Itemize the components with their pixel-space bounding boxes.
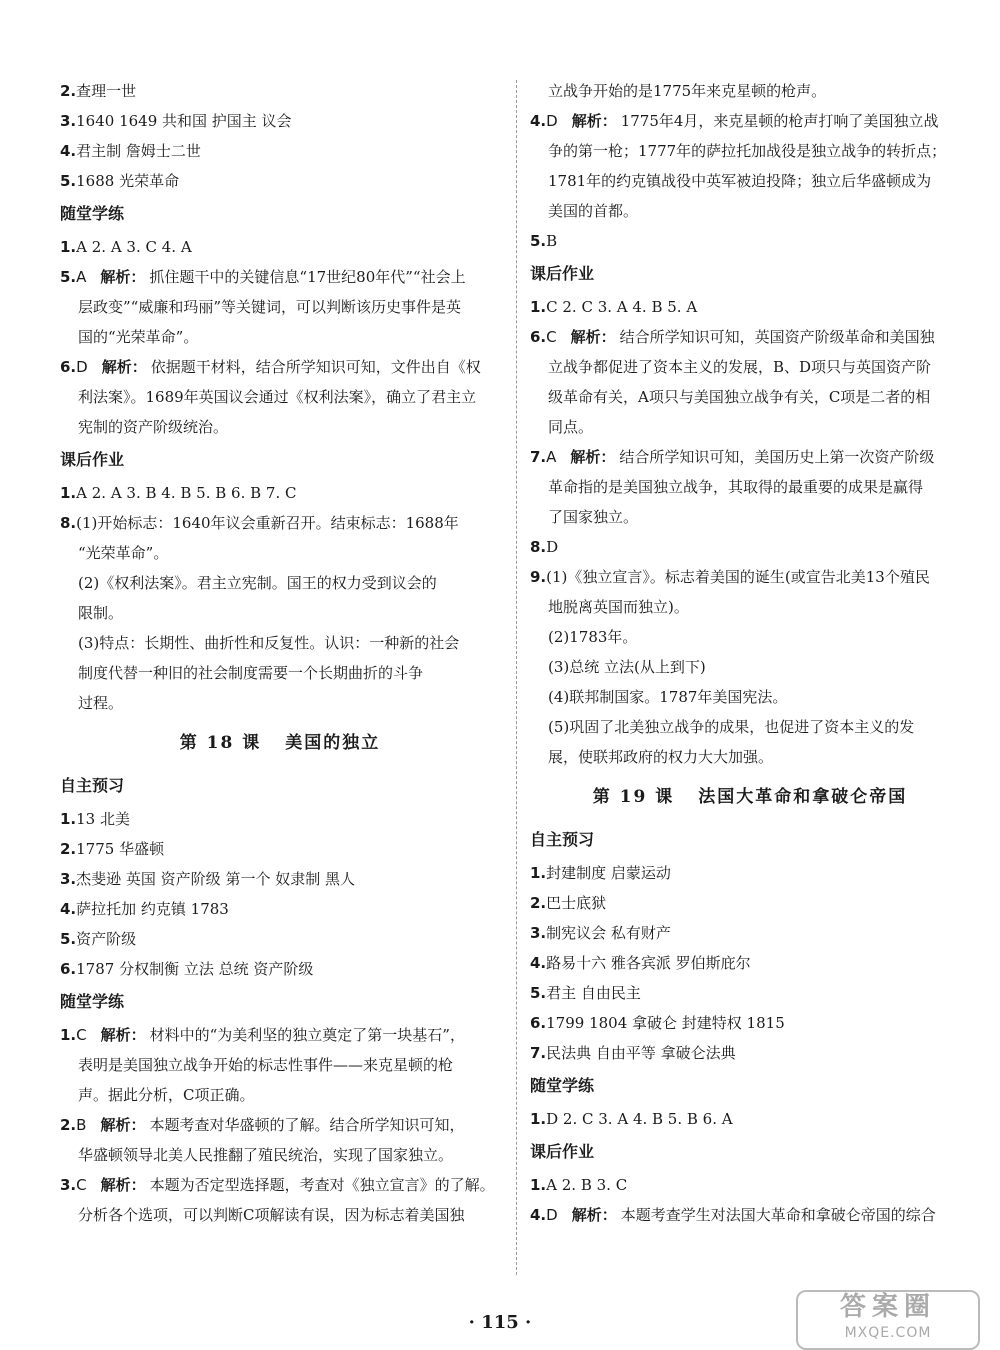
answer-item xyxy=(60,894,500,924)
answer-letter: A xyxy=(76,268,87,286)
item-text: 本题考查学生对法国大革命和拿破仑帝国的综合 xyxy=(620,1206,936,1224)
answer-continuation: 了国家独立。 xyxy=(548,508,639,526)
answer-continuation: 美国的首都。 xyxy=(548,202,639,220)
answer-item xyxy=(530,948,970,978)
section-heading: 课后作业 xyxy=(60,450,125,469)
item-text: A 2. A 3. B 4. B 5. B 6. B 7. C xyxy=(76,484,297,502)
item-text: (1)开始标志：1640年议会重新召开。结束标志：1688年 xyxy=(76,514,459,532)
item-text: 君主 自由民主 xyxy=(546,984,641,1002)
answer-item xyxy=(530,106,970,136)
analysis-label: 解析： xyxy=(100,268,146,286)
right-column xyxy=(530,76,970,1230)
item-text: 1640 1649 共和国 护国主 议会 xyxy=(76,112,292,130)
answer-continuation: 分析各个选项，可以判断C项解读有误，因为标志着美国独 xyxy=(78,1206,465,1224)
answer-item xyxy=(530,888,970,918)
answer-letter: D xyxy=(546,112,558,130)
lesson-name: 法国大革命和拿破仑帝国 xyxy=(698,787,908,807)
answer-item xyxy=(60,924,500,954)
lesson-title xyxy=(530,772,970,822)
analysis-label: 解析： xyxy=(570,328,616,346)
item-number: 4. xyxy=(530,112,547,130)
item-number: 2. xyxy=(60,82,77,100)
item-number: 4. xyxy=(60,900,77,918)
answer-item xyxy=(60,166,500,196)
answer-letter: C xyxy=(76,1026,87,1044)
item-number: 4. xyxy=(60,142,77,160)
answer-continuation: 层政变”“威廉和玛丽”等关键词，可以判断该历史事件是英 xyxy=(78,298,462,316)
answer-item xyxy=(530,562,970,592)
answer-item xyxy=(530,322,970,352)
answer-item xyxy=(530,1104,970,1134)
section-heading: 课后作业 xyxy=(530,264,595,283)
answer-continuation: 同点。 xyxy=(548,418,594,436)
answer-continuation: 革命指的是美国独立战争，其取得的最重要的成果是赢得 xyxy=(548,478,924,496)
item-number: 1. xyxy=(60,810,77,828)
answer-continuation: 制度代替一种旧的社会制度需要一个长期曲折的斗争 xyxy=(78,664,424,682)
item-text: 查理一世 xyxy=(76,82,137,100)
answer-item xyxy=(530,1200,970,1230)
left-column xyxy=(60,76,500,1230)
answer-item xyxy=(530,1008,970,1038)
item-number: 2. xyxy=(530,894,547,912)
answer-item xyxy=(530,1170,970,1200)
item-text: (1)《独立宣言》。标志着美国的诞生(或宣告北美13个殖民 xyxy=(546,568,930,586)
answer-continuation: (2)1783年。 xyxy=(548,628,638,646)
answer-continuation: 华盛顿领导北美人民推翻了殖民统治，实现了国家独立。 xyxy=(78,1146,454,1164)
analysis-label: 解析： xyxy=(571,112,617,130)
item-text: 1787 分权制衡 立法 总统 资产阶级 xyxy=(76,960,314,978)
answer-item xyxy=(60,262,500,292)
answer-continuation: (3)总统 立法(从上到下) xyxy=(548,658,706,676)
item-number: 5. xyxy=(60,268,77,286)
item-number: 4. xyxy=(530,1206,547,1224)
item-text: 1799 1804 拿破仑 封建特权 1815 xyxy=(546,1014,785,1032)
item-text: D xyxy=(546,538,559,556)
answer-continuation: (2)《权利法案》。君主立宪制。国王的权力受到议会的 xyxy=(78,574,437,592)
answer-continuation: “光荣革命”。 xyxy=(78,544,169,562)
answer-continuation: (5)巩固了北美独立战争的成果，也促进了资本主义的发 xyxy=(548,718,915,736)
answer-item xyxy=(60,508,500,538)
watermark-logo-text: 答案圈 xyxy=(839,1292,936,1322)
answer-item xyxy=(60,1110,500,1140)
item-number: 1. xyxy=(60,1026,77,1044)
answer-item xyxy=(60,1170,500,1200)
answer-item xyxy=(60,478,500,508)
lesson-name: 美国的独立 xyxy=(285,733,381,753)
answer-continuation: 过程。 xyxy=(78,694,124,712)
item-text: 资产阶级 xyxy=(76,930,137,948)
item-number: 8. xyxy=(530,538,547,556)
analysis-label: 解析： xyxy=(570,448,616,466)
item-number: 6. xyxy=(60,358,77,376)
item-number: 5. xyxy=(60,172,77,190)
item-text: 材料中的“为美利坚的独立奠定了第一块基石”， xyxy=(149,1026,465,1044)
item-text: 杰斐逊 英国 资产阶级 第一个 奴隶制 黑人 xyxy=(76,870,355,888)
lesson-title xyxy=(60,718,500,768)
item-number: 7. xyxy=(530,448,547,466)
answer-item xyxy=(530,858,970,888)
answer-letter: C xyxy=(76,1176,87,1194)
watermark-url: MXQE.COM xyxy=(844,1325,932,1341)
item-text: 依据题干材料，结合所学知识可知，文件出自《权 xyxy=(150,358,481,376)
answer-item xyxy=(60,232,500,262)
item-number: 5. xyxy=(530,984,547,1002)
item-text: 结合所学知识可知，美国历史上第一次资产阶级 xyxy=(619,448,935,466)
item-text: 1688 光荣革命 xyxy=(76,172,180,190)
answer-item xyxy=(530,442,970,472)
item-number: 9. xyxy=(530,568,547,586)
item-number: 6. xyxy=(530,328,547,346)
item-number: 1. xyxy=(60,238,77,256)
item-text: 路易十六 雅各宾派 罗伯斯庇尔 xyxy=(546,954,751,972)
answer-item xyxy=(60,106,500,136)
item-number: 1. xyxy=(530,1176,547,1194)
answer-continuation: 级革命有关，A项只与美国独立战争有关，C项是二者的相 xyxy=(548,388,931,406)
item-text: 封建制度 启蒙运动 xyxy=(546,864,671,882)
answer-item xyxy=(530,292,970,322)
analysis-label: 解析： xyxy=(101,358,147,376)
section-heading: 随堂学练 xyxy=(60,204,125,223)
answer-letter: A xyxy=(546,448,557,466)
answer-continuation: (4)联邦制国家。1787年美国宪法。 xyxy=(548,688,788,706)
item-text: 1775 华盛顿 xyxy=(76,840,165,858)
section-heading: 课后作业 xyxy=(530,1142,595,1161)
answer-item xyxy=(530,1038,970,1068)
answer-item xyxy=(60,804,500,834)
item-number: 5. xyxy=(530,232,547,250)
answer-letter: D xyxy=(546,1206,558,1224)
answer-continuation: 争的第一枪；1777年的萨拉托加战役是独立战争的转折点； xyxy=(548,142,947,160)
answer-item xyxy=(60,352,500,382)
item-number: 1. xyxy=(530,864,547,882)
item-number: 2. xyxy=(60,1116,77,1134)
answer-letter: B xyxy=(76,1116,87,1134)
column-divider xyxy=(516,80,517,1275)
answer-continuation: 宪制的资产阶级统治。 xyxy=(78,418,229,436)
section-heading: 自主预习 xyxy=(530,830,595,849)
item-text: 结合所学知识可知，英国资产阶级革命和美国独 xyxy=(619,328,935,346)
analysis-label: 解析： xyxy=(100,1026,146,1044)
section-heading: 随堂学练 xyxy=(530,1076,595,1095)
answer-continuation: 地脱离英国而独立)。 xyxy=(548,598,689,616)
page-number: · 115 · xyxy=(468,1312,532,1333)
analysis-label: 解析： xyxy=(571,1206,617,1224)
answer-item xyxy=(60,136,500,166)
item-number: 4. xyxy=(530,954,547,972)
answer-item xyxy=(530,918,970,948)
answer-item xyxy=(60,834,500,864)
item-text: 本题为否定型选择题，考查对《独立宣言》的了解。 xyxy=(149,1176,495,1194)
lesson-number: 第 18 课 xyxy=(179,733,262,753)
item-text: 制宪议会 私有财产 xyxy=(546,924,671,942)
item-text: 本题考查对华盛顿的了解。结合所学知识可知， xyxy=(149,1116,465,1134)
answer-continuation: 利法案》。1689年英国议会通过《权利法案》，确立了君主立 xyxy=(78,388,477,406)
answer-continuation: 立战争开始的是1775年来克星顿的枪声。 xyxy=(548,82,827,100)
answer-continuation: 表明是美国独立战争开始的标志性事件——来克星顿的枪 xyxy=(78,1056,454,1074)
section-heading: 随堂学练 xyxy=(60,992,125,1011)
item-text: 君主制 詹姆士二世 xyxy=(76,142,201,160)
answer-continuation: 声。据此分析，C项正确。 xyxy=(78,1086,255,1104)
answer-item xyxy=(530,532,970,562)
answer-continuation: (3)特点：长期性、曲折性和反复性。认识：一种新的社会 xyxy=(78,634,460,652)
item-number: 7. xyxy=(530,1044,547,1062)
answer-item xyxy=(60,954,500,984)
lesson-number: 第 19 课 xyxy=(592,787,675,807)
item-text: C 2. C 3. A 4. B 5. A xyxy=(546,298,698,316)
answer-item xyxy=(530,226,970,256)
answer-item xyxy=(60,76,500,106)
item-number: 1. xyxy=(60,484,77,502)
answer-continuation: 1781年的约克镇战役中英军被迫投降；独立后华盛顿成为 xyxy=(548,172,932,190)
item-number: 8. xyxy=(60,514,77,532)
item-text: 抓住题干中的关键信息“17世纪80年代”“社会上 xyxy=(149,268,466,286)
item-number: 3. xyxy=(60,1176,77,1194)
item-number: 5. xyxy=(60,930,77,948)
item-number: 3. xyxy=(60,870,77,888)
item-number: 6. xyxy=(60,960,77,978)
item-text: B xyxy=(546,232,558,250)
item-number: 3. xyxy=(60,112,77,130)
answer-continuation: 限制。 xyxy=(78,604,124,622)
item-number: 6. xyxy=(530,1014,547,1032)
answer-continuation: 展，使联邦政府的权力大大加强。 xyxy=(548,748,774,766)
analysis-label: 解析： xyxy=(100,1176,146,1194)
answer-item xyxy=(530,978,970,1008)
item-text: 1775年4月，来克星顿的枪声打响了美国独立战 xyxy=(620,112,939,130)
answer-continuation: 国的“光荣革命”。 xyxy=(78,328,199,346)
item-number: 3. xyxy=(530,924,547,942)
answer-letter: D xyxy=(76,358,88,376)
section-heading: 自主预习 xyxy=(60,776,125,795)
item-text: 民法典 自由平等 拿破仑法典 xyxy=(546,1044,736,1062)
answer-item xyxy=(60,864,500,894)
analysis-label: 解析： xyxy=(100,1116,146,1134)
item-text: A 2. B 3. C xyxy=(546,1176,628,1194)
item-text: A 2. A 3. C 4. A xyxy=(76,238,192,256)
item-number: 1. xyxy=(530,298,547,316)
answer-continuation: 立战争都促进了资本主义的发展，B、D项只与英国资产阶 xyxy=(548,358,932,376)
item-text: D 2. C 3. A 4. B 5. B 6. A xyxy=(546,1110,733,1128)
item-text: 萨拉托加 约克镇 1783 xyxy=(76,900,229,918)
answer-letter: C xyxy=(546,328,557,346)
item-text: 巴士底狱 xyxy=(546,894,607,912)
item-number: 2. xyxy=(60,840,77,858)
item-text: 13 北美 xyxy=(76,810,130,828)
item-number: 1. xyxy=(530,1110,547,1128)
answer-item xyxy=(60,1020,500,1050)
watermark-logo xyxy=(796,1290,980,1350)
